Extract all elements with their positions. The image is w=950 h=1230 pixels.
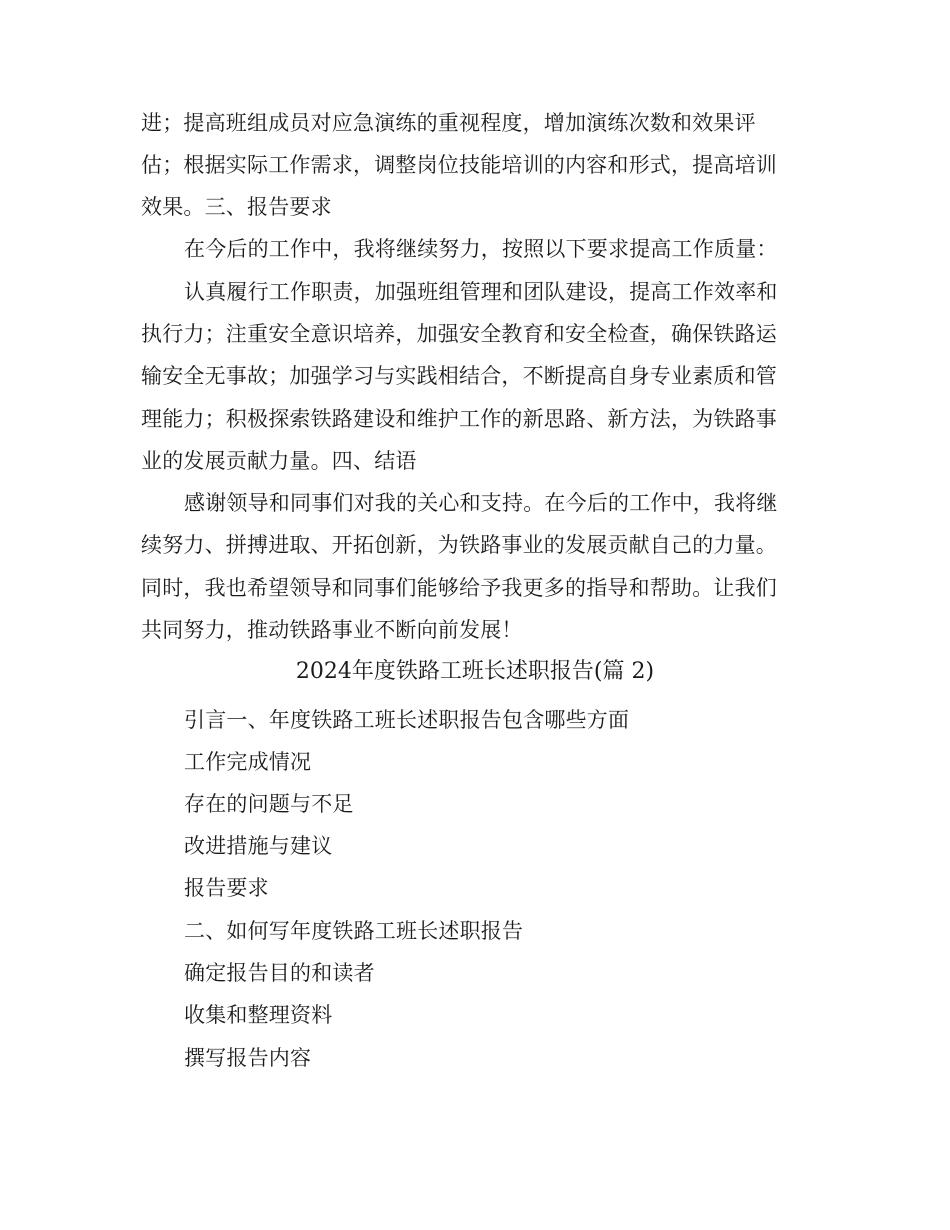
body-line: 认真履行工作职责，加强班组管理和团队建设，提高工作效率和: [184, 280, 778, 304]
body-line: 感谢领导和同事们对我的关心和支持。在今后的工作中，我将继: [184, 491, 778, 515]
body-line: 执行力；注重安全意识培养，加强安全教育和安全检查，确保铁路运: [141, 322, 777, 346]
body-line: 估；根据实际工作需求，调整岗位技能培训的内容和形式，提高培训: [141, 153, 777, 177]
body-line: 业的发展贡献力量。四、结语: [141, 449, 417, 473]
outline-item: 二、如何写年度铁路工班长述职报告: [184, 919, 524, 943]
outline-item: 引言一、年度铁路工班长述职报告包含哪些方面: [184, 708, 630, 732]
body-line: 共同努力，推动铁路事业不断向前发展！: [141, 618, 523, 642]
section-title: 2024年度铁路工班长述职报告(篇 2): [295, 659, 655, 684]
outline-item: 改进措施与建议: [184, 834, 333, 858]
body-line: 同时，我也希望领导和同事们能够给予我更多的指导和帮助。让我们: [141, 576, 777, 600]
body-line: 进；提高班组成员对应急演练的重视程度，增加演练次数和效果评: [141, 111, 756, 135]
body-line: 在今后的工作中，我将继续努力，按照以下要求提高工作质量：: [184, 237, 778, 261]
outline-item: 确定报告目的和读者: [184, 961, 375, 985]
body-line: 续努力、拼搏进取、开拓创新，为铁路事业的发展贡献自己的力量。: [141, 533, 777, 557]
outline-item: 收集和整理资料: [184, 1003, 333, 1027]
outline-item: 工作完成情况: [184, 750, 312, 774]
outline-item: 存在的问题与不足: [184, 792, 354, 816]
outline-item: 报告要求: [184, 876, 269, 900]
outline-item: 撰写报告内容: [184, 1046, 312, 1070]
body-line: 理能力；积极探索铁路建设和维护工作的新思路、新方法，为铁路事: [141, 407, 777, 431]
body-line: 效果。三、报告要求: [141, 195, 332, 219]
body-line: 输安全无事故；加强学习与实践相结合，不断提高自身专业素质和管: [141, 364, 777, 388]
